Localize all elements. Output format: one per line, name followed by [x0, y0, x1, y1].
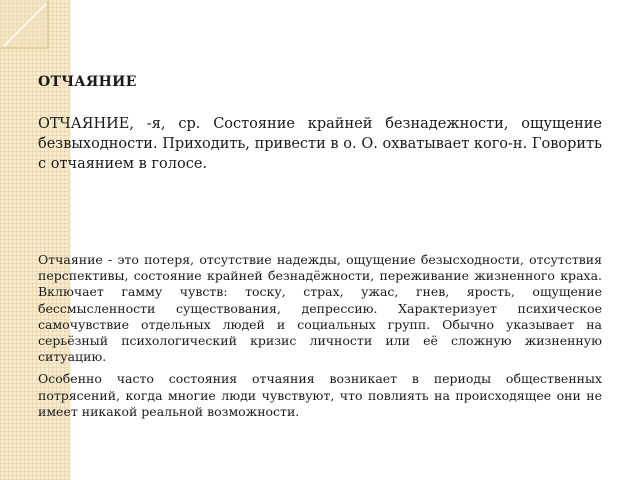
dictionary-definition: ОТЧАЯНИЕ, -я, ср. Состояние крайней безнадежности, ощущение безвыходности. Приходить, привести в о. О. охватывает кого-н. Говорить с отчаянием в голосе.: [38, 116, 602, 172]
paragraph: Особенно часто состояния отчаяния возникает в периоды общественных потрясений, когда многие люди чувствуют, что повлиять на происходящее они не имеет никакой реальной возможности.: [38, 371, 602, 419]
corner-decoration-icon: [0, 0, 50, 50]
paragraph: Отчаяние - это потеря, отсутствие надежды, ощущение безысходности, отсутствия перспективы, состояние крайней безнадёжности, переживание жизненного краха. Включает гамму чувств: тоску, страх, ужас, гнев, ярость, ощущение бессмысленности существования, депрессию. Характеризует психическое самочувствие отдельных людей и социальных групп. Обычно указывает на серьёзный психологический кризис личности или её сложную жизненную ситуацию.: [38, 252, 602, 365]
slide-title: ОТЧАЯНИЕ: [38, 74, 137, 90]
body-text: [38, 252, 602, 426]
